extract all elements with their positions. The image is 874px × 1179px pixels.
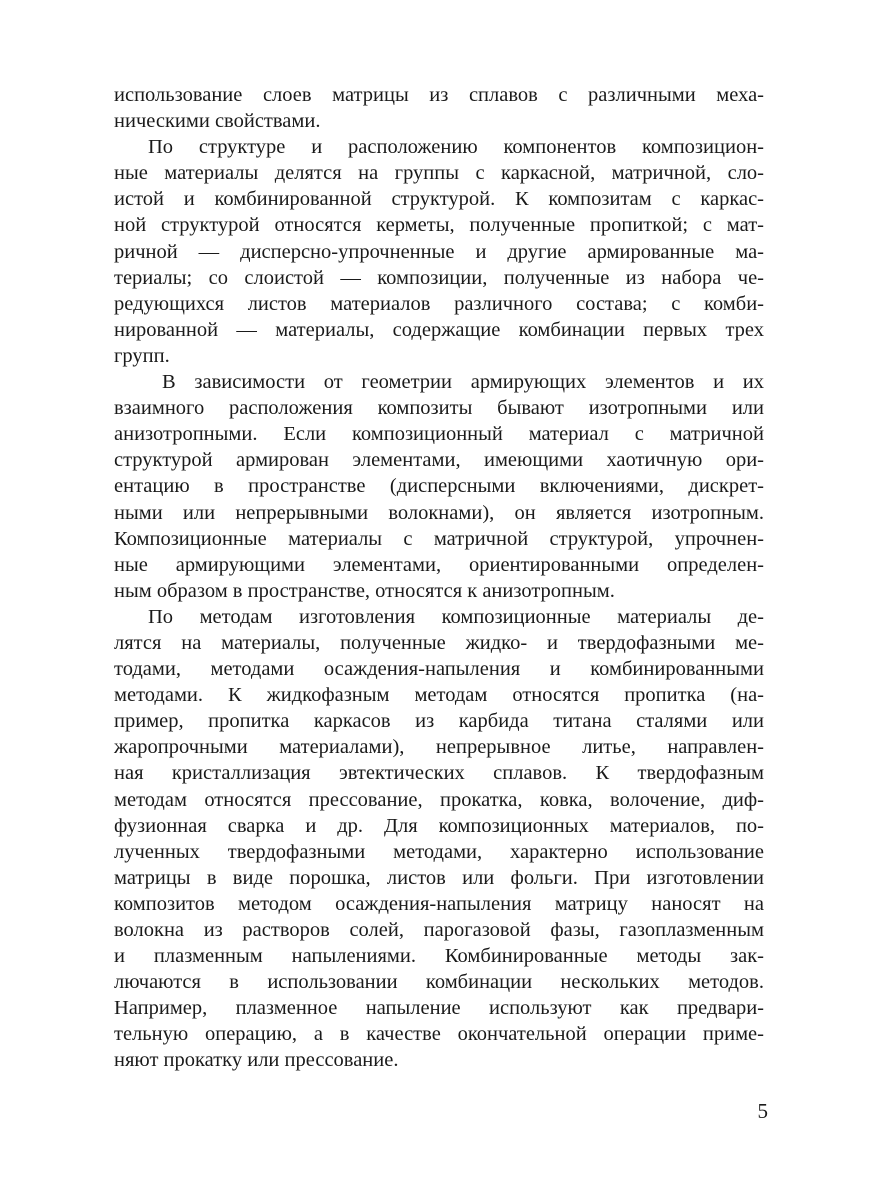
page-body — [114, 82, 764, 1074]
text-line: лученных твердофазными методами, характерно использование — [114, 840, 764, 863]
text-line: методами. К жидкофазным методам относятся пропитка (на- — [114, 684, 764, 707]
text-line: и плазменным напылениями. Комбинированные методы зак- — [114, 945, 764, 968]
text-line: матрицы в виде порошка, листов или фольги. При изготовлении — [114, 866, 764, 889]
text-line: ные материалы делятся на группы с каркасной, матричной, сло- — [114, 162, 764, 185]
text-line: фузионная сварка и др. Для композиционных материалов, по- — [114, 814, 764, 837]
text-line: няют прокатку или прессование. — [114, 1049, 399, 1072]
text-line: жаропрочными материалами), непрерывное литье, направлен- — [114, 736, 764, 759]
text-line: По методам изготовления композиционные материалы де- — [148, 605, 764, 628]
text-line: ными или непрерывными волокнами), он является изотропным. — [114, 501, 764, 524]
text-line: нированной — материалы, содержащие комбинации первых трех — [114, 318, 764, 341]
text-line: ническими свойствами. — [114, 110, 321, 133]
text-line: групп. — [114, 344, 170, 367]
text-line: пример, пропитка каркасов из карбида титана сталями или — [114, 710, 764, 733]
text-line: Например, плазменное напыление используют как предвари- — [114, 997, 764, 1020]
text-line: анизотропными. Если композиционный материал с матричной — [114, 423, 764, 446]
text-line: По структуре и расположению компонентов композицион- — [148, 136, 764, 159]
text-line: методам относятся прессование, прокатка, ковка, волочение, диф- — [114, 788, 764, 811]
text-line: В зависимости от геометрии армирующих элементов и их — [162, 371, 764, 394]
text-line: тельную операцию, а в качестве окончательной операции приме- — [114, 1023, 764, 1046]
text-line: структурой армирован элементами, имеющими хаотичную ори- — [114, 449, 764, 472]
text-line: териалы; со слоистой — композиции, полученные из набора че- — [114, 266, 764, 289]
text-line: Композиционные материалы с матричной структурой, упрочнен- — [114, 527, 764, 550]
text-line: ные армирующими элементами, ориентированными определен- — [114, 553, 764, 576]
text-line: ричной — дисперсно-упрочненные и другие армированные ма- — [114, 240, 764, 263]
text-line: ентацию в пространстве (дисперсными включениями, дискрет- — [114, 475, 764, 498]
text-line: волокна из растворов солей, парогазовой фазы, газоплазменным — [114, 919, 764, 941]
text-line: ным образом в пространстве, относятся к анизотропным. — [114, 579, 615, 602]
text-line: взаимного расположения композиты бывают изотропными или — [114, 397, 764, 420]
text-line: лятся на материалы, полученные жидко- и твердофазными ме- — [114, 631, 764, 654]
text-line: использование слоев матрицы из сплавов с различными меха- — [114, 84, 764, 106]
text-line: композитов методом осаждения-напыления матрицу наносят на — [114, 892, 764, 915]
text-line: ная кристаллизация эвтектических сплавов. К твердофазным — [114, 762, 764, 785]
text-line: редующихся листов материалов различного состава; с комби- — [114, 292, 764, 315]
text-line: ной структурой относятся керметы, полученные пропиткой; с мат- — [114, 214, 764, 237]
text-line: тодами, методами осаждения-напыления и комбинированными — [114, 658, 764, 681]
text-line: лючаются в использовании комбинации нескольких методов. — [114, 971, 764, 994]
text-line: истой и комбинированной структурой. К композитам с каркас- — [114, 188, 764, 211]
page-number: 5 — [757, 1099, 768, 1123]
